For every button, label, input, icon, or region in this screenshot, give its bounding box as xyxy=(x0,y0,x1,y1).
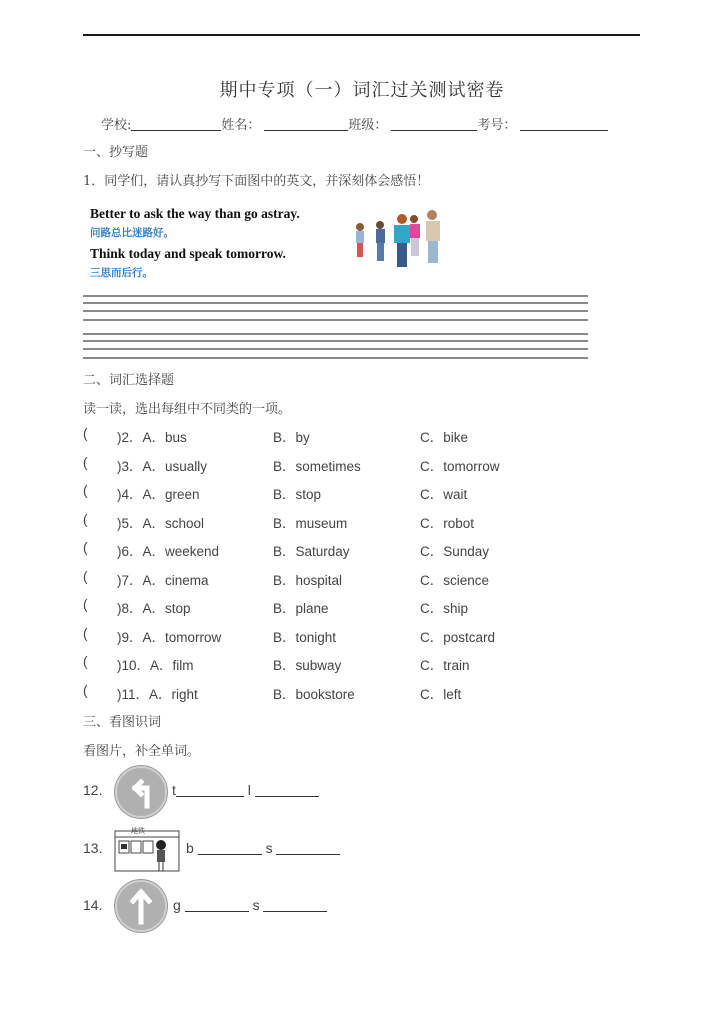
option-c: C．bike xyxy=(420,430,469,445)
question-row xyxy=(83,540,563,560)
option-a: )6．A．weekend xyxy=(117,544,220,559)
children-running-image xyxy=(350,205,450,280)
question-row xyxy=(83,654,563,674)
subway-station-image xyxy=(113,821,181,875)
question-row xyxy=(83,626,563,646)
option-b: B．stop xyxy=(273,487,322,502)
option-c: C．science xyxy=(420,573,490,588)
section3-heading: 三、看图识词 xyxy=(83,715,162,730)
answer-paren[interactable]: ( xyxy=(83,455,88,470)
item-13-number: 13. xyxy=(83,840,103,856)
option-a: )8．A．stop xyxy=(117,601,191,616)
quote-2-en: Think today and speak tomorrow. xyxy=(90,246,286,261)
option-b: B．tonight xyxy=(273,630,337,645)
class-label: 班级： xyxy=(348,118,388,133)
option-a: )7．A．cinema xyxy=(117,573,209,588)
answer-paren[interactable]: ( xyxy=(83,683,88,698)
name-field[interactable] xyxy=(264,118,348,131)
option-a: )3．A．usually xyxy=(117,459,208,474)
name-label: 姓名： xyxy=(221,118,261,133)
option-b: B．Saturday xyxy=(273,544,350,559)
option-a: )4．A．green xyxy=(117,487,200,502)
option-b: B．subway xyxy=(273,658,342,673)
exam-no-label: 考号： xyxy=(477,118,517,133)
question-row xyxy=(83,597,563,617)
option-c: C．ship xyxy=(420,601,469,616)
top-rule xyxy=(83,34,640,36)
option-a: )2．A．bus xyxy=(117,430,187,445)
question-row xyxy=(83,483,563,503)
option-b: B．hospital xyxy=(273,573,343,588)
blank[interactable] xyxy=(276,842,340,855)
option-b: B．sometimes xyxy=(273,459,361,474)
go-straight-sign-icon xyxy=(115,880,167,932)
section2-instruction: 读一读，选出每组中不同类的一项。 xyxy=(83,402,292,417)
answer-paren[interactable]: ( xyxy=(83,626,88,641)
question-row xyxy=(83,512,563,532)
writing-line[interactable] xyxy=(83,319,588,321)
question-1-text: 1．同学们，请认真抄写下面图中的英文，并深刻体会感悟！ xyxy=(83,174,430,189)
exam-no-field[interactable] xyxy=(520,118,608,131)
option-c: C．train xyxy=(420,658,470,673)
section3-instruction: 看图片，补全单词。 xyxy=(83,744,201,759)
section2-heading: 二、词汇选择题 xyxy=(83,373,175,388)
page-title: 期中专项（一）词汇过关测试密卷 xyxy=(219,80,505,101)
item-12-answer[interactable]: t l xyxy=(172,782,319,798)
answer-paren[interactable]: ( xyxy=(83,654,88,669)
quote-2-cn: 三思而后行。 xyxy=(90,267,153,279)
writing-line[interactable] xyxy=(83,310,588,312)
option-b: B．plane xyxy=(273,601,329,616)
option-a: )11．A．right xyxy=(117,687,198,702)
blank[interactable] xyxy=(198,842,262,855)
answer-paren[interactable]: ( xyxy=(83,426,88,441)
turn-left-sign-icon xyxy=(115,766,167,818)
option-c: C．Sunday xyxy=(420,544,490,559)
question-row xyxy=(83,455,563,475)
option-c: C．robot xyxy=(420,516,475,531)
school-field[interactable] xyxy=(131,118,221,131)
school-label: 学校: xyxy=(101,118,132,133)
item-13-answer[interactable]: b s xyxy=(186,840,340,856)
question-row xyxy=(83,426,563,446)
item-14-answer[interactable]: g s xyxy=(173,897,327,913)
writing-line[interactable] xyxy=(83,340,588,342)
answer-paren[interactable]: ( xyxy=(83,569,88,584)
option-c: C．postcard xyxy=(420,630,496,645)
option-a: )9．A．tomorrow xyxy=(117,630,222,645)
class-field[interactable] xyxy=(391,118,477,131)
writing-line[interactable] xyxy=(83,333,588,335)
blank[interactable] xyxy=(255,784,319,797)
option-c: C．left xyxy=(420,687,462,702)
answer-paren[interactable]: ( xyxy=(83,540,88,555)
option-c: C．wait xyxy=(420,487,468,502)
option-c: C．tomorrow xyxy=(420,459,500,474)
writing-line[interactable] xyxy=(83,302,588,304)
student-info-row xyxy=(101,114,608,133)
answer-paren[interactable]: ( xyxy=(83,512,88,527)
option-a: )10．A．film xyxy=(117,658,194,673)
option-b: B．museum xyxy=(273,516,348,531)
option-b: B．bookstore xyxy=(273,687,355,702)
svg-text:地铁: 地铁 xyxy=(131,827,145,835)
option-b: B．by xyxy=(273,430,310,445)
writing-line[interactable] xyxy=(83,295,588,297)
answer-paren[interactable]: ( xyxy=(83,483,88,498)
quote-1-cn: 问路总比迷路好。 xyxy=(90,227,174,239)
writing-line[interactable] xyxy=(83,357,588,359)
question-row xyxy=(83,683,563,703)
quote-1-en: Better to ask the way than go astray. xyxy=(90,206,300,221)
answer-paren[interactable]: ( xyxy=(83,597,88,612)
writing-line[interactable] xyxy=(83,348,588,350)
blank[interactable] xyxy=(176,784,244,797)
section1-heading: 一、抄写题 xyxy=(83,145,149,160)
item-12-number: 12. xyxy=(83,782,103,798)
option-a: )5．A．school xyxy=(117,516,205,531)
item-14-number: 14. xyxy=(83,897,103,913)
question-row xyxy=(83,569,563,589)
blank[interactable] xyxy=(185,899,249,912)
blank[interactable] xyxy=(263,899,327,912)
